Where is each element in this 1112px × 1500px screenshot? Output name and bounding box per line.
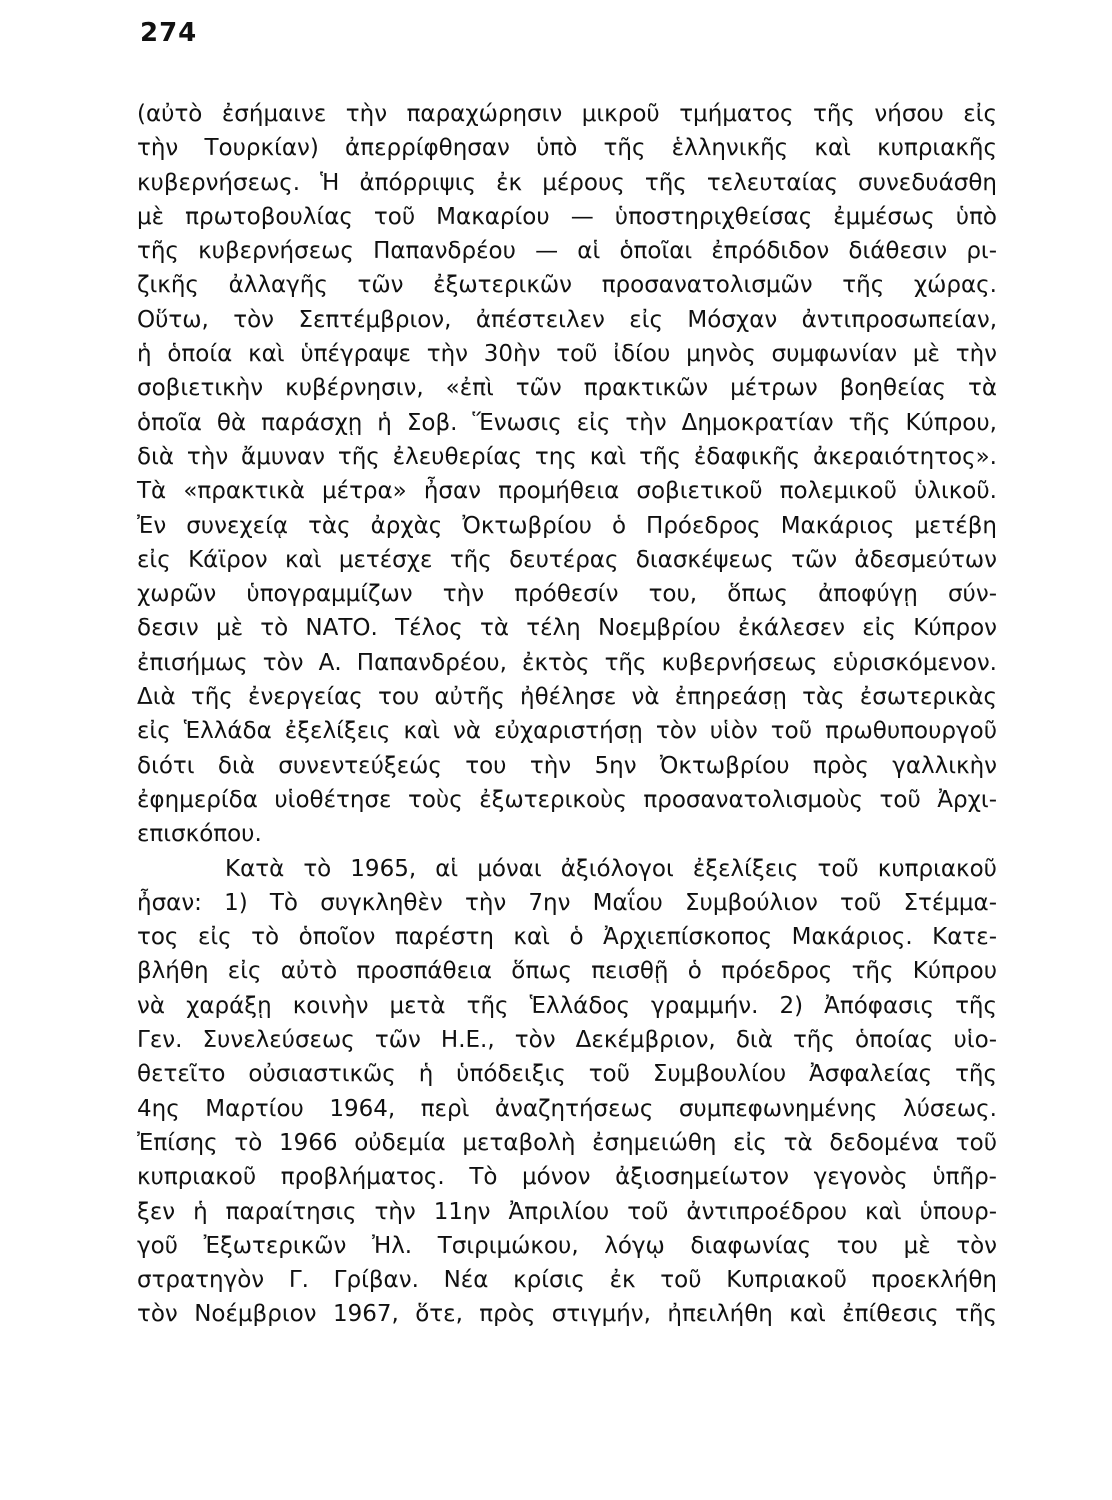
text-line: 4ης Μαρτίου 1964, περὶ ἀναζητήσεως συμπεφωνημένης λύσεως.	[137, 1095, 997, 1122]
text-line: σοβιετικὴν κυβέρνησιν, «ἐπὶ τῶν πρακτικῶν μέτρων βοηθείας τὰ	[137, 375, 997, 402]
text-line: ἡ ὁποία καὶ ὑπέγραψε τὴν 30ὴν τοῦ ἰδίου μηνὸς συμφωνίαν μὲ τὴν	[137, 341, 997, 368]
text-line: διὰ τὴν ἄμυναν τῆς ἐλευθερίας της καὶ τῆς ἐδαφικῆς ἀκεραιότητος».	[137, 443, 997, 470]
text-line: ζικῆς ἀλλαγῆς τῶν ἐξωτερικῶν προσανατολισμῶν τῆς χώρας.	[137, 272, 997, 299]
text-line: κυπριακοῦ προβλήματος. Τὸ μόνον ἀξιοσημείωτον γεγονὸς ὑπῆρ-	[137, 1164, 997, 1191]
text-line: τὸν Νοέμβριον 1967, ὅτε, πρὸς στιγμήν, ἠπειλήθη καὶ ἐπίθεσις τῆς	[137, 1301, 997, 1328]
text-line: τὴν Τουρκίαν) ἀπερρίφθησαν ὑπὸ τῆς ἑλληνικῆς καὶ κυπριακῆς	[137, 135, 997, 162]
text-line: στρατηγὸν Γ. Γρίβαν. Νέα κρίσις ἐκ τοῦ Κυπριακοῦ προεκλήθη	[137, 1267, 997, 1294]
text-line: βλήθη εἰς αὐτὸ προσπάθεια ὅπως πεισθῇ ὁ πρόεδρος τῆς Κύπρου	[137, 958, 997, 985]
text-line: ὁποῖα θὰ παράσχῃ ἡ Σοβ. Ἕνωσις εἰς τὴν Δημοκρατίαν τῆς Κύπρου,	[137, 409, 997, 436]
text-line: ἦσαν: 1) Τὸ συγκληθὲν τὴν 7ην Μαΐου Συμβούλιον τοῦ Στέμμα-	[137, 889, 997, 916]
text-line: τῆς κυβερνήσεως Παπανδρέου — αἱ ὁποῖαι ἐπρόδιδον διάθεσιν ρι-	[137, 238, 997, 265]
text-line: Διὰ τῆς ἐνεργείας του αὐτῆς ἠθέλησε νὰ ἐπηρεάσῃ τὰς ἐσωτερικὰς	[137, 684, 997, 711]
text-line: διότι διὰ συνεντεύξεώς του τὴν 5ην Ὀκτωβρίου πρὸς γαλλικὴν	[137, 752, 997, 779]
text-line: Ἐν συνεχείᾳ τὰς ἀρχὰς Ὀκτωβρίου ὁ Πρόεδρος Μακάριος μετέβη	[137, 512, 997, 539]
text-line: ἐπισήμως τὸν Α. Παπανδρέου, ἐκτὸς τῆς κυβερνήσεως εὑρισκόμενον.	[137, 649, 997, 676]
text-line: ξεν ἡ παραίτησις τὴν 11ην Ἀπριλίου τοῦ ἀντιπροέδρου καὶ ὑπουρ-	[137, 1198, 997, 1225]
text-line: χωρῶν ὑπογραμμίζων τὴν πρόθεσίν του, ὅπως ἀποφύγῃ σύν-	[137, 581, 997, 608]
paragraph	[137, 97, 997, 852]
text-line: Ἐπίσης τὸ 1966 οὐδεμία μεταβολὴ ἐσημειώθη εἰς τὰ δεδομένα τοῦ	[137, 1129, 997, 1156]
text-line: κυβερνήσεως. Ἡ ἀπόρριψις ἐκ μέρους τῆς τελευταίας συνεδυάσθη	[137, 169, 997, 196]
text-line: Τὰ «πρακτικὰ μέτρα» ἦσαν προμήθεια σοβιετικοῦ πολεμικοῦ ὑλικοῦ.	[137, 478, 997, 505]
text-line: θετεῖτο οὐσιαστικῶς ἡ ὑπόδειξις τοῦ Συμβουλίου Ἀσφαλείας τῆς	[137, 1061, 997, 1088]
text-line: τος εἰς τὸ ὁποῖον παρέστη καὶ ὁ Ἀρχιεπίσκοπος Μακάριος. Κατε-	[137, 924, 997, 951]
text-line: δεσιν μὲ τὸ ΝΑΤΟ. Τέλος τὰ τέλη Νοεμβρίου ἐκάλεσεν εἰς Κύπρον	[137, 615, 997, 642]
page-number: 274	[140, 18, 198, 48]
body-text	[137, 97, 997, 1332]
text-line: ἐφημερίδα υἱοθέτησε τοὺς ἐξωτερικοὺς προσανατολισμοὺς τοῦ Ἀρχι-	[137, 786, 997, 813]
text-line: Γεν. Συνελεύσεως τῶν Η.Ε., τὸν Δεκέμβριον, διὰ τῆς ὁποίας υἱο-	[137, 1027, 997, 1054]
text-line: μὲ πρωτοβουλίας τοῦ Μακαρίου — ὑποστηριχθείσας ἐμμέσως ὑπὸ	[137, 203, 997, 230]
text-line: επισκόπου.	[137, 821, 262, 848]
text-line: Οὕτω, τὸν Σεπτέμβριον, ἀπέστειλεν εἰς Μόσχαν ἀντιπροσωπείαν,	[137, 306, 997, 333]
text-line: εἰς Κάϊρον καὶ μετέσχε τῆς δευτέρας διασκέψεως τῶν ἀδεσμεύτων	[137, 546, 997, 573]
paragraph	[137, 852, 997, 1332]
text-line: εἰς Ἑλλάδα ἐξελίξεις καὶ νὰ εὐχαριστήσῃ τὸν υἱὸν τοῦ πρωθυπουργοῦ	[137, 718, 997, 745]
text-line: (αὐτὸ ἐσήμαινε τὴν παραχώρησιν μικροῦ τμήματος τῆς νήσου εἰς	[137, 101, 997, 127]
text-line: νὰ χαράξῃ κοινὴν μετὰ τῆς Ἑλλάδος γραμμήν. 2) Ἀπόφασις τῆς	[137, 992, 997, 1019]
text-line: Κατὰ τὸ 1965, αἱ μόναι ἀξιόλογοι ἐξελίξεις τοῦ κυπριακοῦ	[225, 855, 997, 882]
text-line: γοῦ Ἐξωτερικῶν Ἠλ. Τσιριμώκου, λόγῳ διαφωνίας του μὲ τὸν	[137, 1232, 997, 1259]
